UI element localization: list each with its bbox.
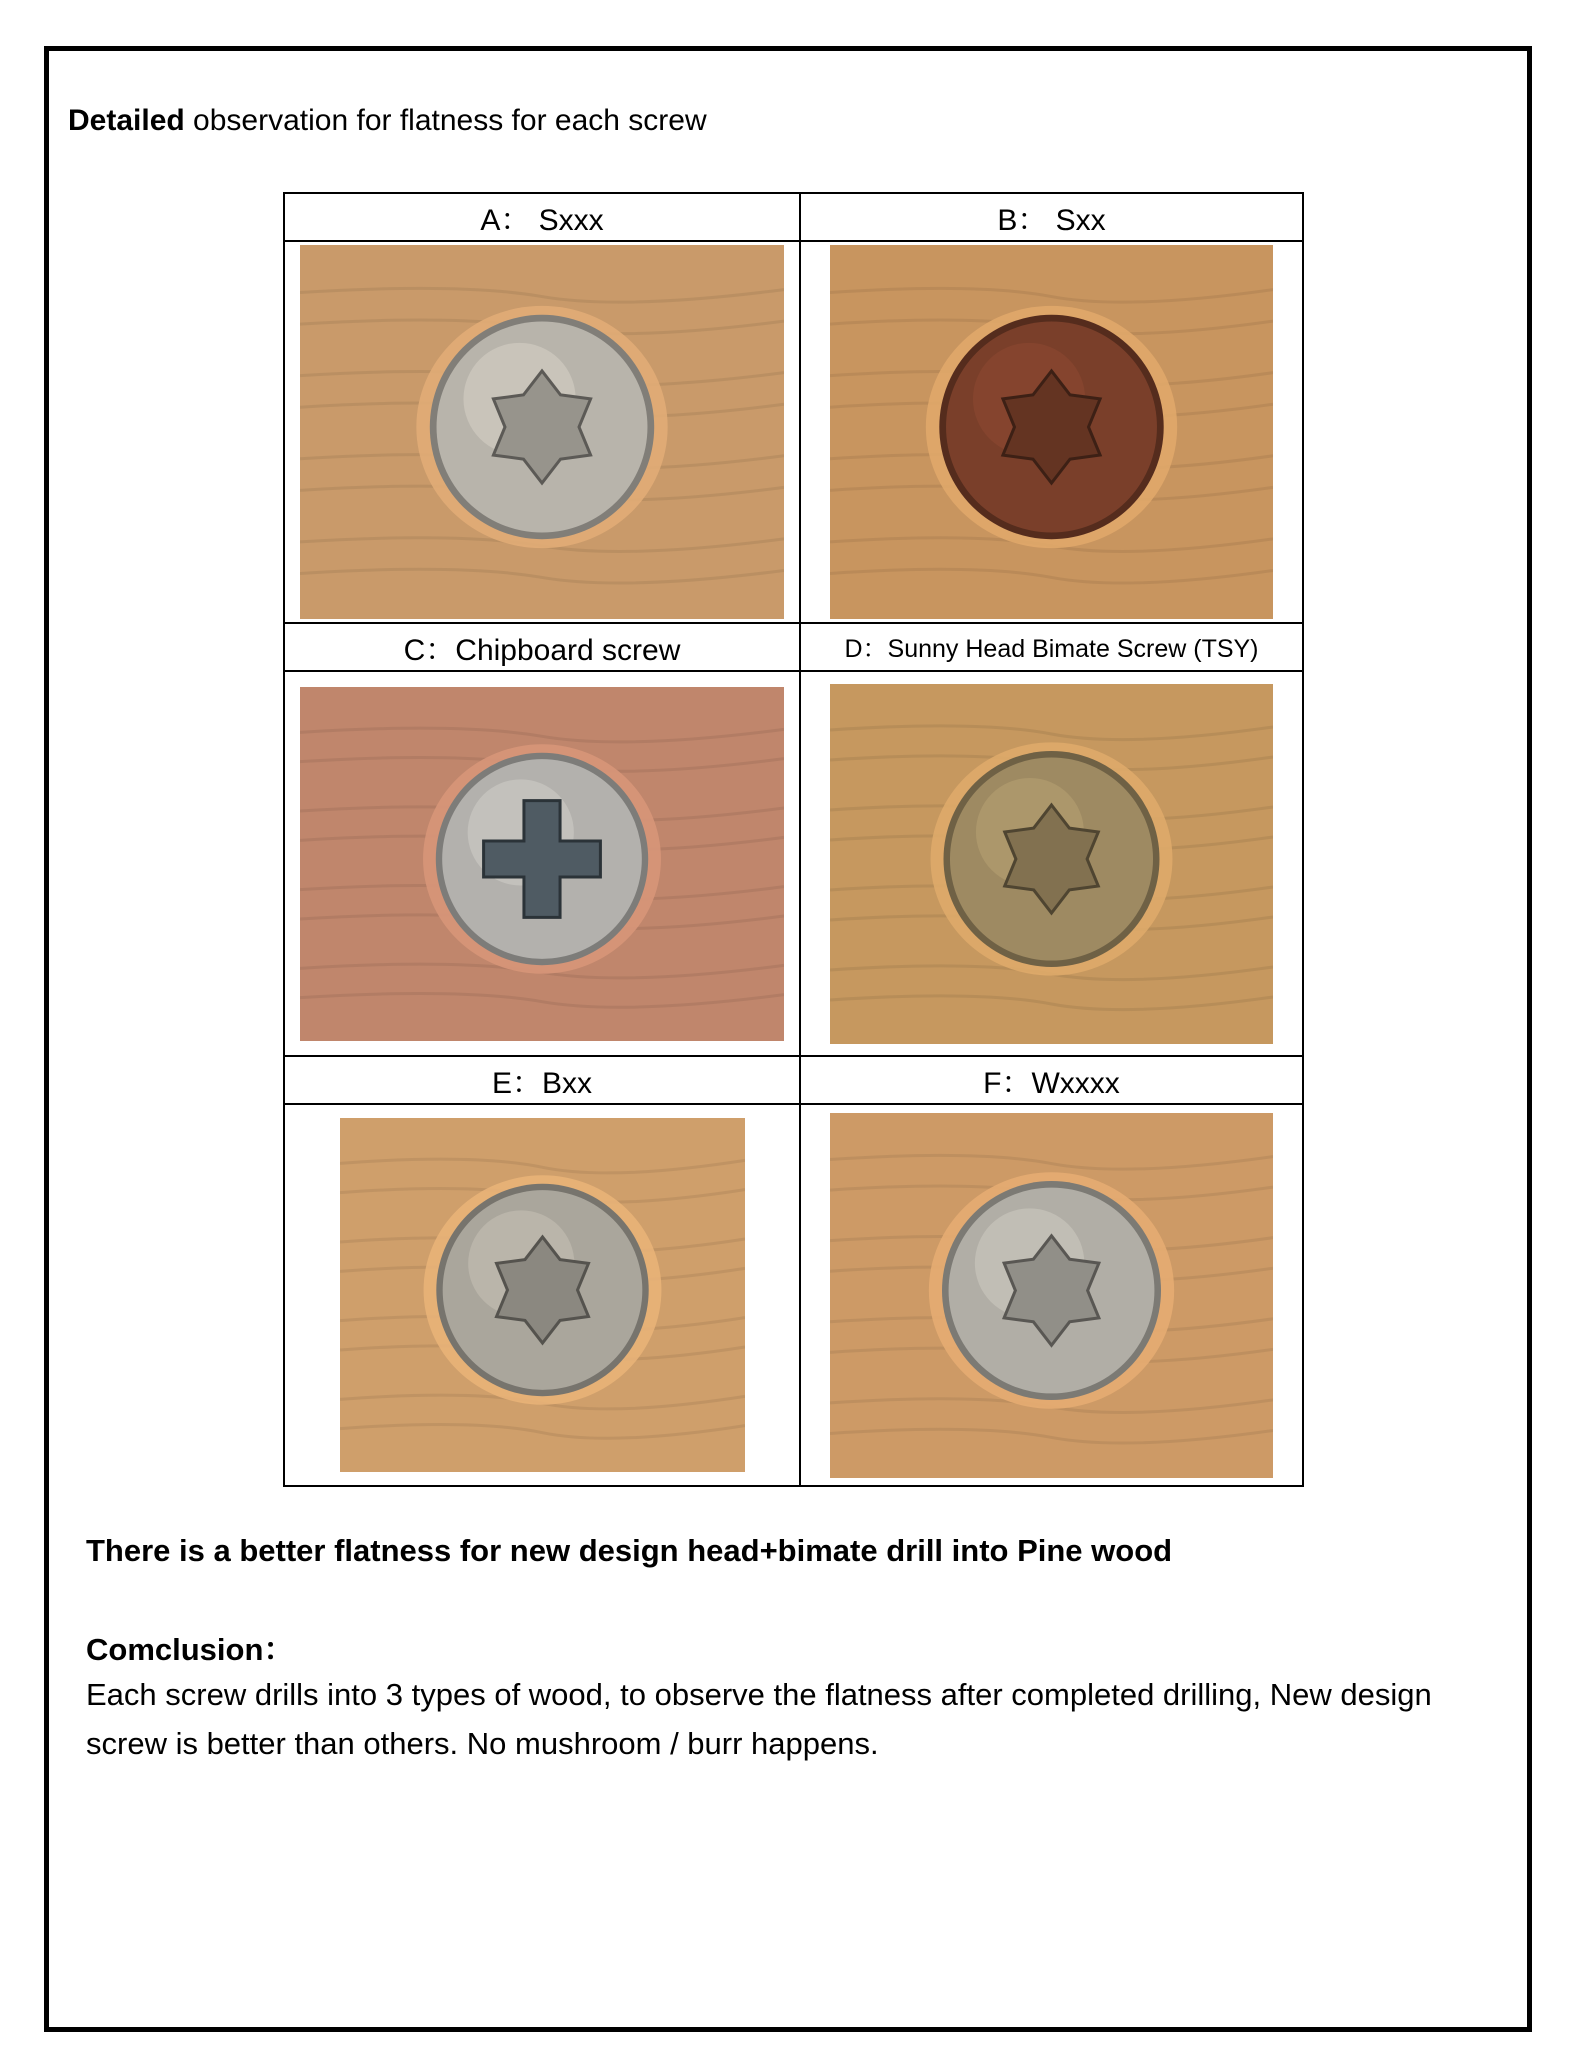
heading-rest: observation for flatness for each screw [184, 104, 707, 137]
torx-screw-head-photo [830, 684, 1273, 1044]
conclusion-title: Comclusion： [86, 1632, 295, 1667]
label-b: B： Sxx [800, 193, 1303, 241]
torx-screw-head-photo [830, 245, 1273, 619]
screw-photo-b [830, 245, 1273, 619]
cell-photo-e [284, 1104, 800, 1486]
cell-photo-c [284, 671, 800, 1056]
label-d: D：Sunny Head Bimate Screw (TSY) [800, 623, 1303, 671]
label-f: F：Wxxxx [800, 1056, 1303, 1104]
page-heading [68, 104, 707, 138]
torx-screw-head-photo [300, 245, 784, 619]
cell-photo-b [800, 241, 1303, 623]
conclusion-text: Each screw drills into 3 types of wood, to observe the flatness after completed drilling, New design screw is better than others. No mushroom / burr happens. [86, 1677, 1432, 1761]
screw-comparison-table [283, 192, 1304, 1487]
screw-photo-e [340, 1118, 745, 1472]
screw-photo-f [830, 1113, 1273, 1478]
phillips-screw-head-photo [300, 687, 784, 1041]
screw-photo-d [830, 684, 1273, 1044]
cell-photo-f [800, 1104, 1303, 1486]
label-c: C：Chipboard screw [284, 623, 800, 671]
summary-statement: There is a better flatness for new design head+bimate drill into Pine wood [86, 1533, 1173, 1568]
label-e: E：Bxx [284, 1056, 800, 1104]
screw-photo-c [300, 687, 784, 1041]
screw-photo-a [300, 245, 784, 619]
cell-photo-d [800, 671, 1303, 1056]
torx-screw-head-photo [340, 1118, 745, 1472]
heading-bold: Detailed [68, 104, 185, 137]
label-a: A： Sxxx [284, 193, 800, 241]
cell-photo-a [284, 241, 800, 623]
torx-screw-head-photo [830, 1113, 1273, 1478]
